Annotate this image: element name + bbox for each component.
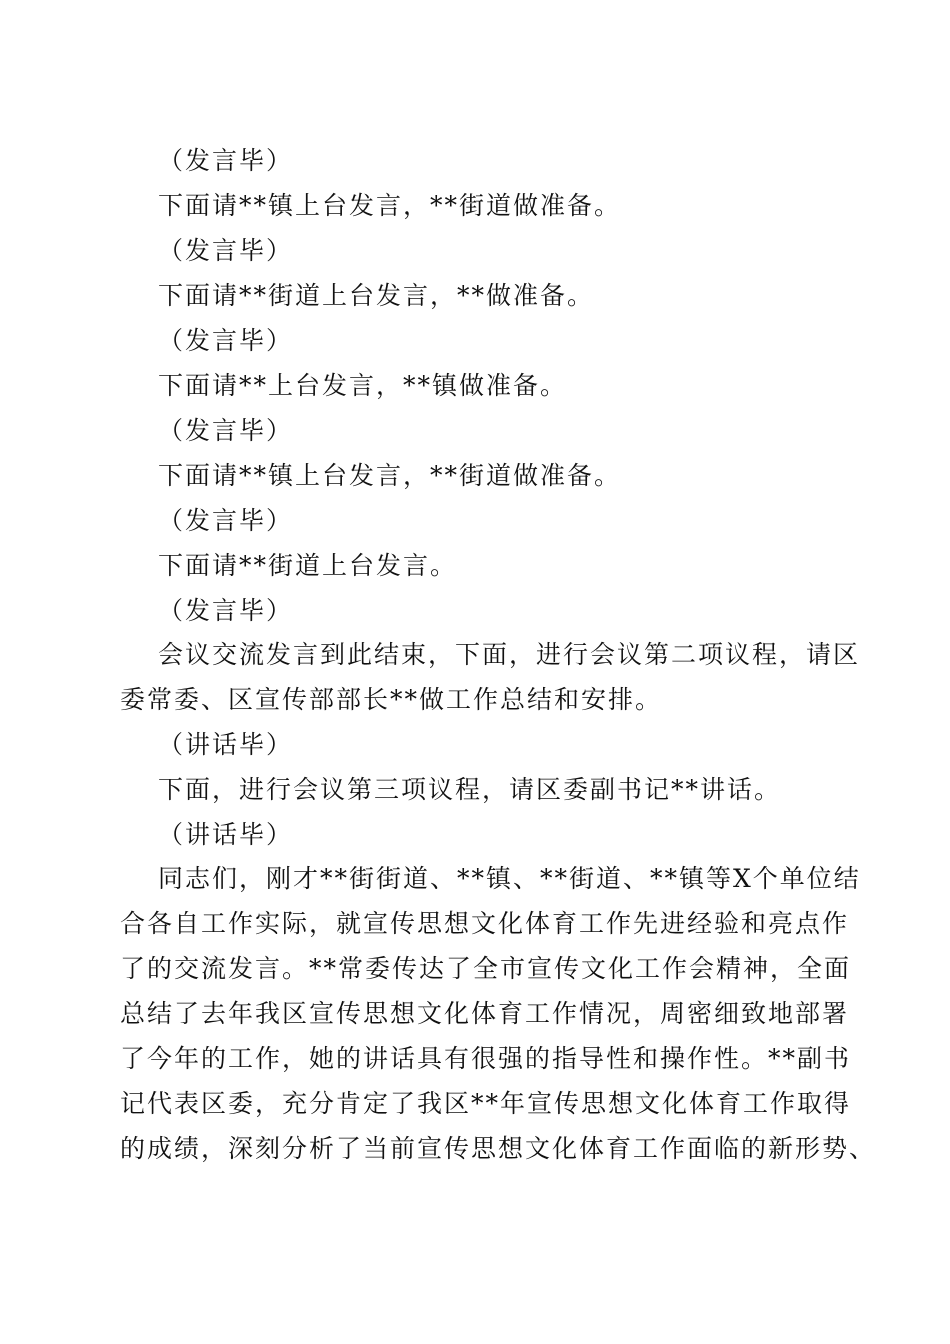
text-line: （发言毕）	[158, 416, 294, 445]
text-line: 委常委、区宣传部部长**做工作总结和安排。	[120, 685, 663, 714]
text-line: 合各自工作实际，就宣传思想文化体育工作先进经验和亮点作	[120, 909, 850, 938]
text-line: （发言毕）	[158, 326, 294, 355]
text-line: （发言毕）	[158, 506, 294, 535]
text-line: （讲话毕）	[158, 820, 294, 849]
text-line: 的成绩，深刻分析了当前宣传思想文化体育工作面临的新形势、	[120, 1134, 877, 1163]
text-line: 下面，进行会议第三项议程，请区委副书记**讲话。	[158, 775, 782, 804]
text-line: 了今年的工作，她的讲话具有很强的指导性和操作性。**副书	[120, 1044, 852, 1073]
text-line: 会议交流发言到此结束，下面，进行会议第二项议程，请区	[158, 640, 861, 669]
text-line: 下面请**镇上台发言，**街道做准备。	[158, 461, 622, 490]
text-line: 了的交流发言。**常委传达了全市宣传文化工作会精神，全面	[120, 954, 852, 983]
text-line: 下面请**镇上台发言，**街道做准备。	[158, 191, 622, 220]
text-line: 记代表区委，充分肯定了我区**年宣传思想文化体育工作取得	[120, 1089, 852, 1118]
text-line: 下面请**上台发言，**镇做准备。	[158, 371, 568, 400]
text-line: 下面请**街道上台发言，**做准备。	[158, 281, 595, 310]
text-line: （讲话毕）	[158, 730, 294, 759]
text-line: （发言毕）	[158, 596, 294, 625]
text-line: （发言毕）	[158, 236, 294, 265]
text-line: 同志们，刚才**街街道、**镇、**街道、**镇等X个单位结	[158, 864, 861, 893]
text-line: （发言毕）	[158, 146, 294, 175]
text-line: 总结了去年我区宣传思想文化体育工作情况，周密细致地部署	[120, 999, 850, 1028]
text-line: 下面请**街道上台发言。	[158, 551, 458, 580]
